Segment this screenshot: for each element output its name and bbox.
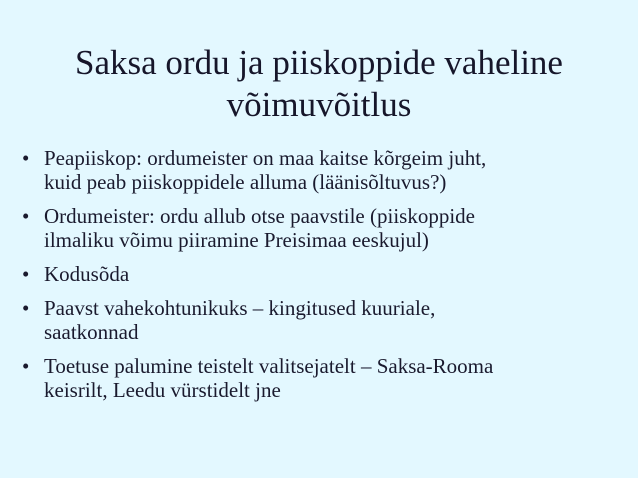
bullet-icon: • xyxy=(22,354,30,378)
bullet-icon: • xyxy=(22,296,30,320)
bullet-item-2 xyxy=(22,204,622,252)
bullet-text-line: Peapiiskop: ordumeister on maa kaitse kõrgeim juht, xyxy=(44,146,487,170)
bullet-text-line: Toetuse palumine teistelt valitsejatelt – Saksa-Rooma xyxy=(44,354,494,378)
slide-title-line-1: Saksa ordu ja piiskoppide vaheline xyxy=(75,43,563,82)
bullet-item-3 xyxy=(22,262,622,286)
bullet-icon: • xyxy=(22,204,30,228)
bullet-text-line: saatkonnad xyxy=(44,320,139,344)
bullet-icon: • xyxy=(22,262,30,286)
bullet-text-line: Ordumeister: ordu allub otse paavstile (piiskoppide xyxy=(44,204,475,228)
bullet-icon: • xyxy=(22,146,30,170)
bullet-item-1 xyxy=(22,146,622,194)
bullet-text-line: Paavst vahekohtunikuks – kingitused kuuriale, xyxy=(44,296,436,320)
bullet-text-line: keisrilt, Leedu vürstidelt jne xyxy=(44,378,281,402)
bullet-text-line: kuid peab piiskoppidele alluma (läänisõltuvus?) xyxy=(44,170,447,194)
bullet-list xyxy=(22,146,622,412)
slide-title xyxy=(0,42,638,126)
bullet-item-4 xyxy=(22,296,622,344)
slide-title-line-2: võimuvõitlus xyxy=(226,85,412,124)
bullet-text-line: ilmaliku võimu piiramine Preisimaa eeskujul) xyxy=(44,228,429,252)
bullet-text-line: Kodusõda xyxy=(44,262,130,286)
bullet-item-5 xyxy=(22,354,622,402)
